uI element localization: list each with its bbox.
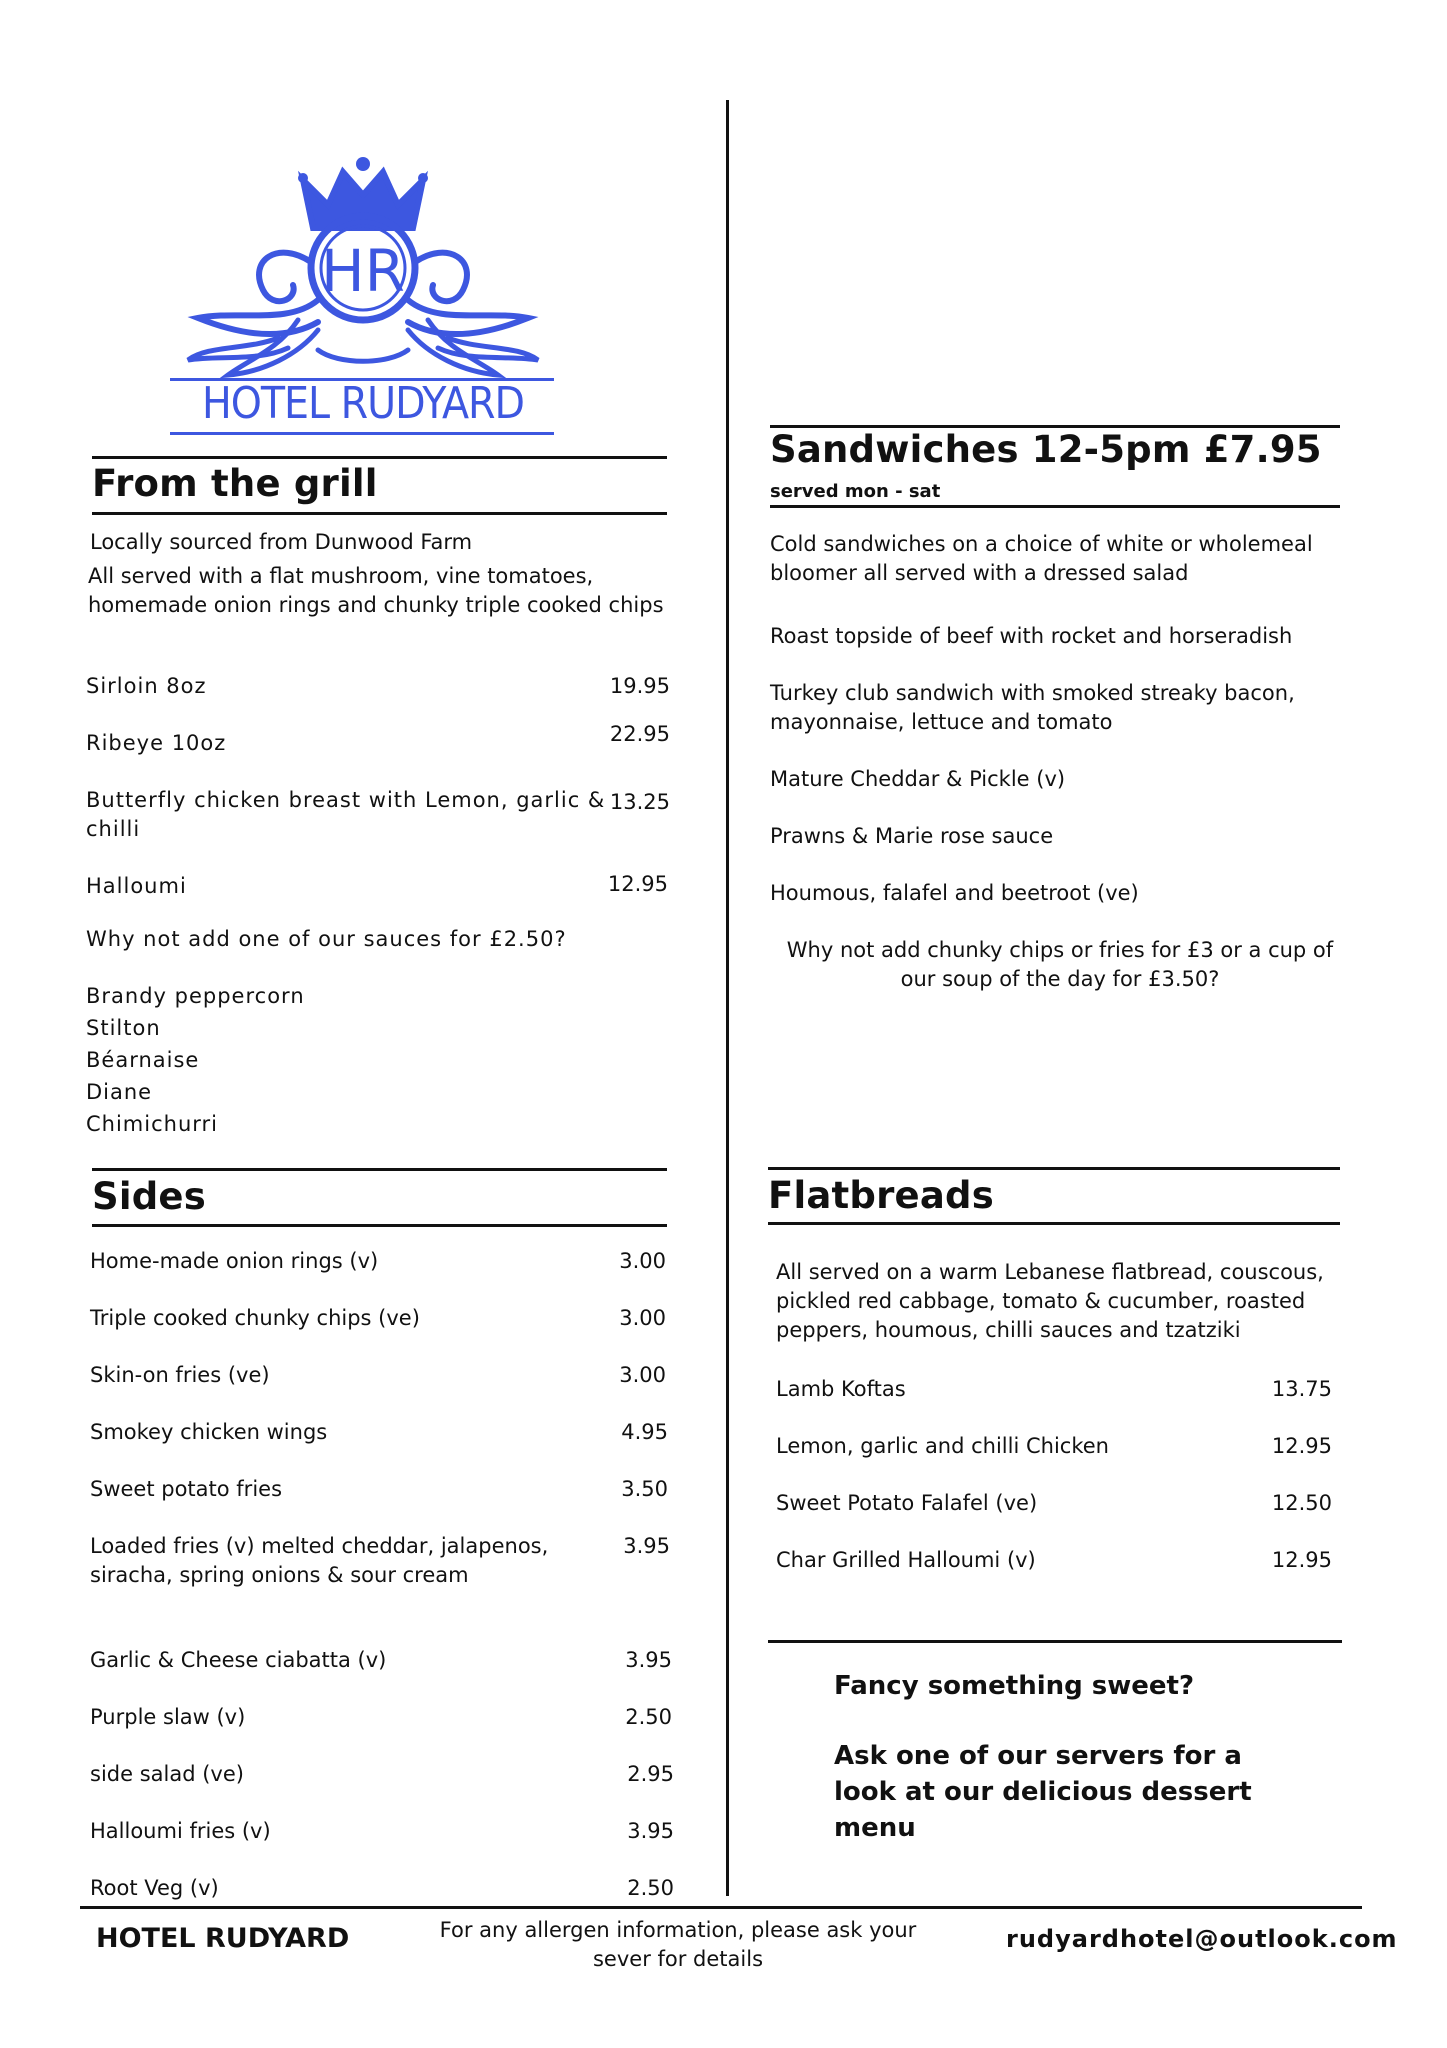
side-item-name: Home-made onion rings (v): [90, 1249, 379, 1273]
sandwiches-subtitle: served mon - sat: [770, 481, 941, 502]
grill-item-price: 22.95: [609, 722, 670, 746]
side-item-name: Garlic & Cheese ciabatta (v): [90, 1648, 387, 1672]
side-item-price: 2.50: [627, 1876, 674, 1900]
flatbreads-rule-top: [768, 1167, 1340, 1170]
sandwiches-intro: Cold sandwiches on a choice of white or wholemeal bloomer all served with a dressed salad: [770, 532, 1313, 585]
grill-item-price: 12.95: [607, 872, 668, 896]
grill-title: From the grill: [92, 462, 378, 505]
side-item-name: Smokey chicken wings: [90, 1420, 328, 1444]
sandwiches-extra: Why not add chunky chips or fries for £3 or a cup of our soup of the day for £3.50?: [786, 938, 1334, 991]
grill-rule-top: [92, 456, 667, 459]
column-divider: [726, 100, 729, 1896]
side-item-name: side salad (ve): [90, 1762, 244, 1786]
grill-intro-served: All served with a flat mushroom, vine tomatoes, homemade onion rings and chunky triple cooked chips: [88, 564, 664, 617]
logo-rule-bottom: [170, 432, 554, 435]
dessert-prompt: Fancy something sweet?: [834, 1671, 1195, 1701]
sandwich-item: Mature Cheddar & Pickle (v): [770, 767, 1066, 791]
side-item-price: 3.95: [625, 1648, 672, 1672]
side-item-name: Sweet potato fries: [90, 1477, 283, 1501]
flatbread-item-name: Lemon, garlic and chilli Chicken: [776, 1434, 1109, 1458]
flatbreads-rule-bottom: [768, 1222, 1340, 1225]
sides-title: Sides: [92, 1175, 206, 1218]
flatbreads-intro: All served on a warm Lebanese flatbread, couscous, pickled red cabbage, tomato & cucumber, roasted peppers, houmous, chilli sauces and tzatziki: [776, 1260, 1324, 1342]
sauces-prompt: Why not add one of our sauces for £2.50?: [86, 927, 567, 951]
footer-email[interactable]: rudyardhotel@outlook.com: [1006, 1925, 1398, 1953]
sandwiches-title: Sandwiches 12-5pm £7.95: [770, 428, 1322, 471]
grill-item-price: 13.25: [609, 790, 670, 814]
grill-item-name: Sirloin 8oz: [86, 674, 207, 698]
logo-name: HOTEL RUDYARD: [201, 378, 525, 429]
grill-item-price: 19.95: [609, 674, 670, 698]
flatbreads-title: Flatbreads: [768, 1174, 994, 1217]
side-item-price: 2.50: [625, 1705, 672, 1729]
flatbread-item-name: Sweet Potato Falafel (ve): [776, 1491, 1038, 1515]
flatbread-item-price: 12.95: [1271, 1548, 1332, 1572]
flatbread-item-name: Char Grilled Halloumi (v): [776, 1548, 1036, 1572]
sandwiches-rule-bottom: [770, 505, 1340, 508]
logo-monogram: HR: [321, 237, 405, 305]
sauce-item: Stilton: [86, 1016, 161, 1040]
flatbread-item-price: 12.95: [1271, 1434, 1332, 1458]
side-item-price: 3.00: [619, 1306, 666, 1330]
side-item-price: 3.00: [619, 1249, 666, 1273]
hotel-logo: [168, 150, 558, 440]
footer-hotel-name: HOTEL RUDYARD: [96, 1923, 350, 1954]
sandwich-item: Houmous, falafel and beetroot (ve): [770, 881, 1139, 905]
sauce-item: Béarnaise: [86, 1048, 200, 1072]
grill-item-name: Butterfly chicken breast with Lemon, garlic & chilli: [86, 788, 606, 841]
sauce-item: Brandy peppercorn: [86, 984, 305, 1008]
footer-rule: [80, 1906, 1362, 1909]
sauce-item: Chimichurri: [86, 1112, 218, 1136]
flatbread-item-price: 12.50: [1271, 1491, 1332, 1515]
flatbread-item-name: Lamb Koftas: [776, 1377, 906, 1401]
sides-rule-top: [92, 1168, 667, 1171]
sandwich-item: Turkey club sandwich with smoked streaky bacon, mayonnaise, lettuce and tomato: [770, 681, 1295, 734]
side-item-name: Skin-on fries (ve): [90, 1363, 270, 1387]
sauce-item: Diane: [86, 1080, 153, 1104]
side-item-price: 3.95: [623, 1534, 670, 1558]
side-item-name: Root Veg (v): [90, 1876, 219, 1900]
flatbread-item-price: 13.75: [1271, 1377, 1332, 1401]
grill-item-name: Halloumi: [86, 874, 187, 898]
side-item-price: 3.00: [619, 1363, 666, 1387]
grill-intro-source: Locally sourced from Dunwood Farm: [90, 530, 473, 554]
footer-allergen-info: For any allergen information, please ask your sever for details: [439, 1918, 917, 1971]
sandwich-item: Roast topside of beef with rocket and horseradish: [770, 624, 1293, 648]
side-item-price: 4.95: [621, 1420, 668, 1444]
side-item-price: 3.50: [621, 1477, 668, 1501]
grill-rule-bottom: [92, 512, 667, 515]
dessert-rule: [768, 1640, 1342, 1643]
dessert-note: Ask one of our servers for a look at our delicious dessert menu: [834, 1741, 1252, 1843]
side-item-name: Halloumi fries (v): [90, 1819, 271, 1843]
side-item-price: 2.95: [627, 1762, 674, 1786]
grill-item-name: Ribeye 10oz: [86, 731, 227, 755]
side-item-name: Purple slaw (v): [90, 1705, 246, 1729]
side-item-price: 3.95: [627, 1819, 674, 1843]
side-item-name: Loaded fries (v) melted cheddar, jalapenos, siracha, spring onions & sour cream: [90, 1534, 549, 1587]
side-item-name: Triple cooked chunky chips (ve): [90, 1306, 420, 1330]
sides-rule-bottom: [92, 1224, 667, 1227]
sandwich-item: Prawns & Marie rose sauce: [770, 824, 1054, 848]
